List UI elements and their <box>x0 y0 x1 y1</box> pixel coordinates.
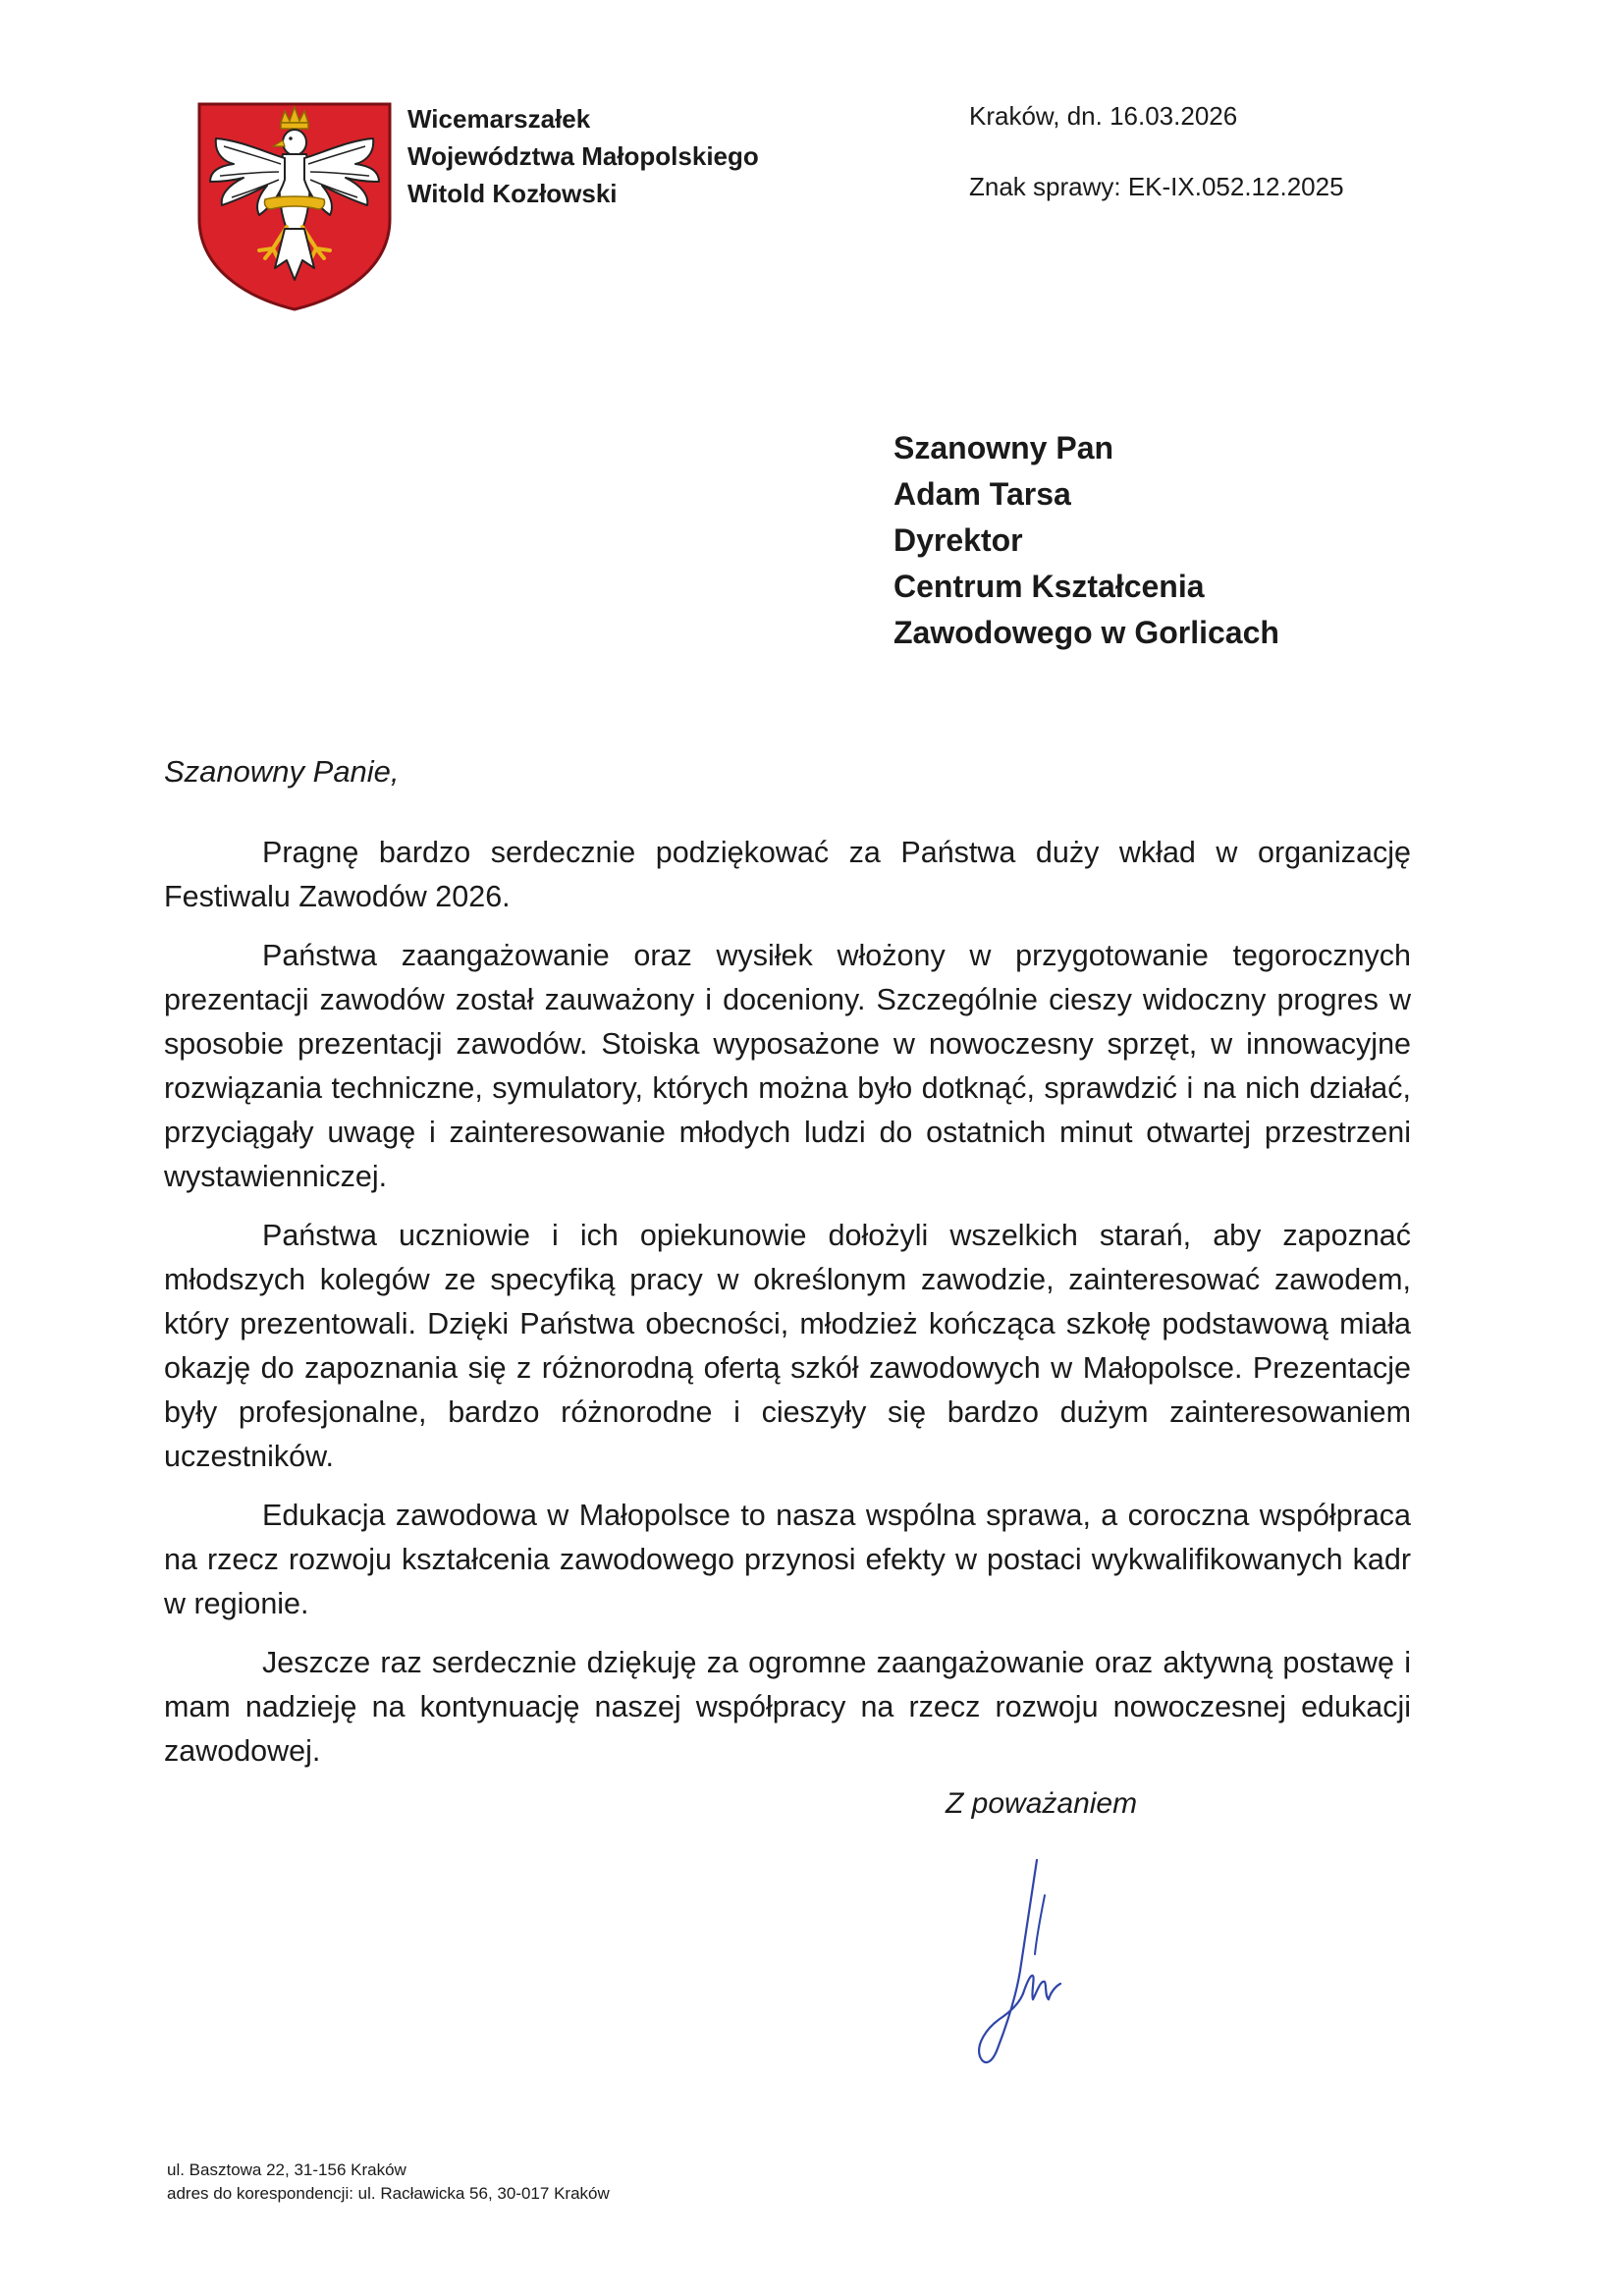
author-title: Wicemarszałek <box>407 104 591 134</box>
body-paragraph: Państwa zaangażowanie oraz wysiłek włożony w przygotowanie tegorocznych prezentacji zawodów został zauważony i doceniony. Szczególnie cieszy widoczny progres w sposobie prezentacji zawodów. Stoiska wyposażone w nowoczesny sprzęt, w innowacyjne rozwiązania techniczne, symulatory, których można było dotknąć, sprawdzić i na nich działać, przyciągały uwagę i zainteresowanie młodych ludzi do ostatnich minut otwartej przestrzeni wystawienniczej. <box>164 939 1411 1193</box>
letter-body <box>164 831 1411 1788</box>
body-paragraph: Pragnę bardzo serdecznie podziękować za Państwa duży wkład w organizację Festiwalu Zawodów 2026. <box>164 836 1411 913</box>
coat-of-arms-icon <box>196 101 393 312</box>
closing: Z poważaniem <box>946 1787 1138 1820</box>
recipient-honorific: Szanowny Pan <box>893 430 1114 465</box>
author-name: Witold Kozłowski <box>407 179 618 208</box>
footer-correspondence-address: adres do korespondencji: ul. Racławicka 56, 30-017 Kraków <box>167 2184 610 2203</box>
footer-address <box>167 2159 610 2206</box>
author-block <box>407 100 759 212</box>
body-paragraph: Państwa uczniowie i ich opiekunowie dołożyli wszelkich starań, aby zapoznać młodszych kolegów ze specyfiką pracy w określonym zawodzie, zainteresować zawodem, który prezentowali. Dzięki Państwa obecności, młodzież kończąca szkołę podstawową miała okazję do zapoznania się z różnorodną ofertą szkół zawodowych w Małopolsce. Prezentacje były profesjonalne, bardzo różnorodne i cieszyły się bardzo dużym zainteresowaniem uczestników. <box>164 1219 1411 1473</box>
reference-number: Znak sprawy: EK-IX.052.12.2025 <box>969 172 1344 201</box>
recipient-institution-line-2: Zawodowego w Gorlicach <box>893 615 1279 650</box>
recipient-block <box>893 425 1279 656</box>
body-paragraph: Jeszcze raz serdecznie dziękuję za ogromne zaangażowanie oraz aktywną postawę i mam nadzieję na kontynuację naszej współpracy na rzecz rozwoju nowoczesnej edukacji zawodowej. <box>164 1646 1411 1768</box>
footer-street-address: ul. Basztowa 22, 31-156 Kraków <box>167 2160 406 2179</box>
author-office: Województwa Małopolskiego <box>407 141 759 171</box>
recipient-institution-line-1: Centrum Kształcenia <box>893 569 1205 604</box>
recipient-name: Adam Tarsa <box>893 476 1071 512</box>
signature-icon <box>943 1856 1100 2077</box>
recipient-position: Dyrektor <box>893 522 1023 558</box>
salutation: Szanowny Panie, <box>164 754 400 789</box>
letter-date: Kraków, dn. 16.03.2026 <box>969 101 1238 131</box>
body-paragraph: Edukacja zawodowa w Małopolsce to nasza wspólna sprawa, a coroczna współpraca na rzecz rozwoju kształcenia zawodowego przynosi efekty w postaci wykwalifikowanych kadr w regionie. <box>164 1499 1411 1620</box>
